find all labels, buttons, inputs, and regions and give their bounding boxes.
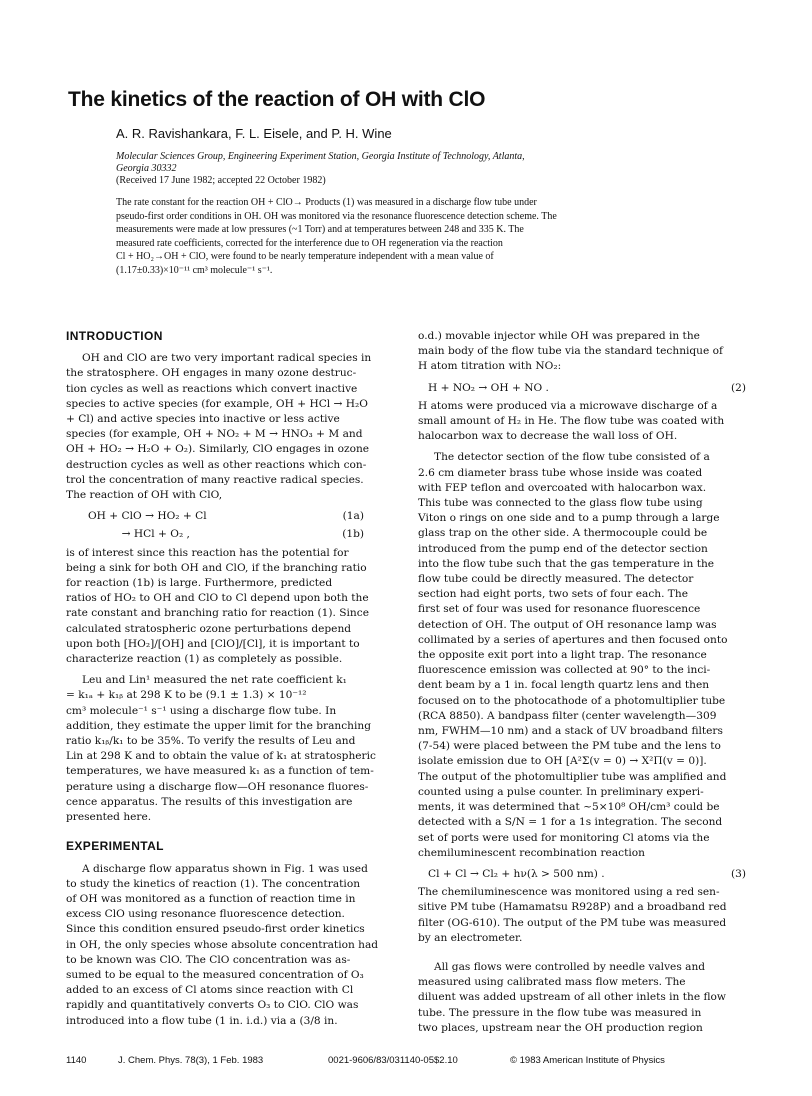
text-line: tube. The pressure in the flow tube was measured in <box>418 1006 702 1019</box>
journal-citation: J. Chem. Phys. 78(3), 1 Feb. 1983 <box>118 1055 264 1066</box>
text-line: nm, FWHM—10 nm) and a stack of UV broadband filters <box>418 725 723 738</box>
equation-text: OH + ClO → HO₂ + Cl <box>88 510 207 523</box>
equation-number: (2) <box>730 381 746 394</box>
text-line: in OH, the only species whose absolute concentration had <box>66 938 379 951</box>
text-line: to be known was ClO. The ClO concentration was as- <box>66 953 351 966</box>
text-line: (RCA 8850). A bandpass filter (center wavelength—309 <box>418 709 717 722</box>
equation-number: (3) <box>730 867 746 880</box>
text-line: The reaction of OH with ClO, <box>66 489 223 502</box>
text-line: filter (OG-610). The output of the PM tube was measured <box>418 916 727 929</box>
text-line: section had eight ports, two sets of four each. The <box>418 588 688 601</box>
equation-text: H + NO₂ → OH + NO . <box>428 381 549 394</box>
text-line: measured using calibrated mass flow meters. The <box>418 976 686 989</box>
text-line: presented here. <box>66 811 152 824</box>
text-line: flow tube could be directly measured. The detector <box>418 573 694 586</box>
equation-1a <box>66 509 366 524</box>
right-column <box>418 329 748 1042</box>
text-line: the stratosphere. OH engages in many ozone destruc- <box>66 367 357 380</box>
equation-1b <box>66 527 366 542</box>
intro-paragraph <box>66 673 376 825</box>
equation-text: Cl + Cl → Cl₂ + hν(λ > 500 nm) . <box>428 867 605 880</box>
text-line: sumed to be equal to the measured concentration of O₃ <box>66 968 364 981</box>
received-dates: (Received 17 June 1982; accepted 22 October 1982) <box>116 175 326 186</box>
text-line: added to an excess of Cl atoms since reaction with Cl <box>66 984 354 997</box>
text-line: fluorescence emission was collected at 90° to the inci- <box>418 664 711 677</box>
text-line: set of ports were used for monitoring Cl atoms via the <box>418 831 710 844</box>
affiliation-line: Georgia 30332 <box>116 163 177 174</box>
text-line: ments, it was determined that ~5×10⁸ OH/cm³ could be <box>418 801 720 814</box>
abstract-line: measured rate coefficients, corrected for the interference due to OH regeneration via the reaction <box>116 237 503 249</box>
abstract-line: Cl + HO₂→OH + ClO, were found to be nearly temperature independent with a mean value of <box>116 251 494 262</box>
text-line: first set of four was used for resonance fluorescence <box>418 603 701 616</box>
text-line: upon both [HO₂]/[OH] and [ClO]/[Cl], it is important to <box>66 637 360 650</box>
text-line: Leu and Lin¹ measured the net rate coefficient k₁ <box>82 674 347 687</box>
abstract <box>116 196 592 277</box>
text-line: OH and ClO are two very important radical species in <box>82 352 372 365</box>
text-line: OH + HO₂ → H₂O + O₂). Similarly, ClO engages in ozone <box>66 443 370 456</box>
text-line: for reaction (1b) is large. Furthermore, predicted <box>66 577 333 590</box>
affiliation <box>116 151 586 175</box>
text-line: two places, upstream near the OH production region <box>418 1021 703 1034</box>
text-line: to study the kinetics of reaction (1). The concentration <box>66 877 361 890</box>
abstract-line: (1.17±0.33)×10⁻¹¹ cm³ molecule⁻¹ s⁻¹. <box>116 264 273 276</box>
text-line: addition, they estimate the upper limit for the branching <box>66 719 371 732</box>
author-list: A. R. Ravishankara, F. L. Eisele, and P. H. Wine <box>116 126 392 141</box>
text-line: species to active species (for example, OH + HCl → H₂O <box>66 397 368 410</box>
text-line: main body of the flow tube via the standard technique of <box>418 345 723 358</box>
paper-title: The kinetics of the reaction of OH with ClO <box>68 88 486 111</box>
experimental-paragraph <box>418 399 748 445</box>
equation-text: → HCl + O₂ , <box>88 528 190 541</box>
text-line: introduced from the pump end of the detector section <box>418 542 708 555</box>
text-line: A discharge flow apparatus shown in Fig. 1 was used <box>82 862 368 875</box>
text-line: All gas flows were controlled by needle valves and <box>434 960 706 973</box>
text-line: detection of OH. The output of OH resonance lamp was <box>418 618 717 631</box>
text-line: characterize reaction (1) as completely as possible. <box>66 653 343 666</box>
text-line: chemiluminescent recombination reaction <box>418 846 645 859</box>
text-line: isolate emission due to OH [A²Σ(v = 0) → X²Π(v = 0)]. <box>418 755 707 768</box>
text-line: dent beam by a 1 in. focal length quartz lens and then <box>418 679 710 692</box>
text-line: perature using a discharge flow—OH resonance fluores- <box>66 780 369 793</box>
experimental-paragraph <box>418 885 748 946</box>
text-line: 2.6 cm diameter brass tube whose inside was coated <box>418 466 703 479</box>
text-line: Since this condition ensured pseudo-first order kinetics <box>66 923 365 936</box>
section-heading-experimental: EXPERIMENTAL <box>66 839 164 854</box>
text-line: cence apparatus. The results of this investigation are <box>66 795 353 808</box>
intro-paragraph <box>66 351 372 503</box>
affiliation-line: Molecular Sciences Group, Engineering Experiment Station, Georgia Institute of Technology, Atlanta, <box>116 151 525 162</box>
text-line: H atoms were produced via a microwave discharge of a <box>418 399 718 412</box>
text-line: ratio k₁ᵦ/k₁ to be 35%. To verify the results of Leu and <box>66 735 356 748</box>
text-line: H atom titration with NO₂: <box>418 360 562 373</box>
text-line: (7-54) were placed between the PM tube and the lens to <box>418 740 721 753</box>
text-line: = k₁ₐ + k₁ᵦ at 298 K to be (9.1 ± 1.3) × 10⁻¹² <box>66 689 307 702</box>
text-line: glass trap on the other side. A thermocouple could be <box>418 527 708 540</box>
text-line: focused on to the photocathode of a photomultiplier tube <box>418 694 726 707</box>
text-line: Viton o rings on one side and to a pump through a large <box>418 512 720 525</box>
left-column <box>66 329 379 1035</box>
text-line: being a sink for both OH and ClO, if the branching ratio <box>66 561 367 574</box>
text-line: tion cycles as well as reactions which convert inactive <box>66 382 358 395</box>
text-line: with FEP teflon and overcoated with halocarbon wax. <box>418 481 707 494</box>
text-line: cm³ molecule⁻¹ s⁻¹ using a discharge flow tube. In <box>66 704 337 717</box>
text-line: by an electrometer. <box>418 931 523 944</box>
text-line: diluent was added upstream of all other inlets in the flow <box>418 991 726 1004</box>
abstract-line: pseudo-first order conditions in OH. OH was monitored via the resonance fluorescence detection scheme. The <box>116 210 557 222</box>
text-line: introduced into a flow tube (1 in. i.d.) via a (3/8 in. <box>66 1014 338 1027</box>
equation-number: (1a) <box>342 510 364 523</box>
text-line: of OH was monitored as a function of reaction time in <box>66 892 356 905</box>
abstract-line: The rate constant for the reaction OH + ClO→ Products (1) was measured in a discharge flow tube under <box>116 197 537 208</box>
text-line: excess ClO using resonance fluorescence detection. <box>66 908 345 921</box>
text-line: the opposite exit port into a light trap. The resonance <box>418 649 707 662</box>
text-line: The chemiluminescence was monitored using a red sen- <box>418 886 720 899</box>
experimental-paragraph <box>66 862 379 1029</box>
equation-3 <box>418 867 748 882</box>
text-line: rate constant and branching ratio for reaction (1). Since <box>66 607 369 620</box>
text-line: temperatures, we have measured k₁ as a function of tem- <box>66 765 374 778</box>
page-number: 1140 <box>66 1055 87 1066</box>
experimental-paragraph <box>418 329 748 375</box>
article-code: 0021-9606/83/031140-05$2.10 <box>328 1055 458 1066</box>
text-line: o.d.) movable injector while OH was prepared in the <box>418 330 700 342</box>
text-line: is of interest since this reaction has the potential for <box>66 546 349 559</box>
text-line: + Cl) and active species into inactive or less active <box>66 413 340 426</box>
experimental-paragraph <box>418 960 748 1036</box>
text-line: Lin at 298 K and to obtain the value of k₁ at stratospheric <box>66 750 376 763</box>
text-line: trol the concentration of many reactive radical species. <box>66 473 364 486</box>
text-line: rapidly and quantitatively converts O₃ to ClO. ClO was <box>66 999 359 1012</box>
text-line: destruction cycles as well as other reactions which con- <box>66 458 367 471</box>
text-line: detected with a S/N = 1 for a 1s integration. The second <box>418 816 723 829</box>
text-line: The detector section of the flow tube consisted of a <box>434 451 710 464</box>
intro-paragraph <box>66 546 369 668</box>
equation-2 <box>418 381 748 396</box>
text-line: This tube was connected to the glass flow tube using <box>418 497 703 510</box>
text-line: counted using a pulse counter. In preliminary experi- <box>418 785 704 798</box>
text-line: calculated stratospheric ozone perturbations depend <box>66 622 352 635</box>
text-line: The output of the photomultiplier tube was amplified and <box>418 770 727 783</box>
text-line: collimated by a series of apertures and then focused onto <box>418 633 728 646</box>
text-line: species (for example, OH + NO₂ + M → HNO₃ + M and <box>66 428 363 441</box>
text-line: into the flow tube such that the gas temperature in the <box>418 557 715 570</box>
text-line: small amount of H₂ in He. The flow tube was coated with <box>418 415 725 428</box>
experimental-paragraph <box>418 450 748 860</box>
abstract-line: measurements were made at low pressures (~1 Torr) and at temperatures between 248 and 335 K. The <box>116 224 524 235</box>
section-heading-introduction: INTRODUCTION <box>66 329 163 343</box>
text-line: sitive PM tube (Hamamatsu R928P) and a broadband red <box>418 901 727 914</box>
text-line: halocarbon wax to decrease the wall loss of OH. <box>418 430 678 443</box>
equation-number: (1b) <box>342 528 364 541</box>
text-line: ratios of HO₂ to OH and ClO to Cl depend upon both the <box>66 592 369 605</box>
copyright-notice: © 1983 American Institute of Physics <box>510 1055 665 1066</box>
